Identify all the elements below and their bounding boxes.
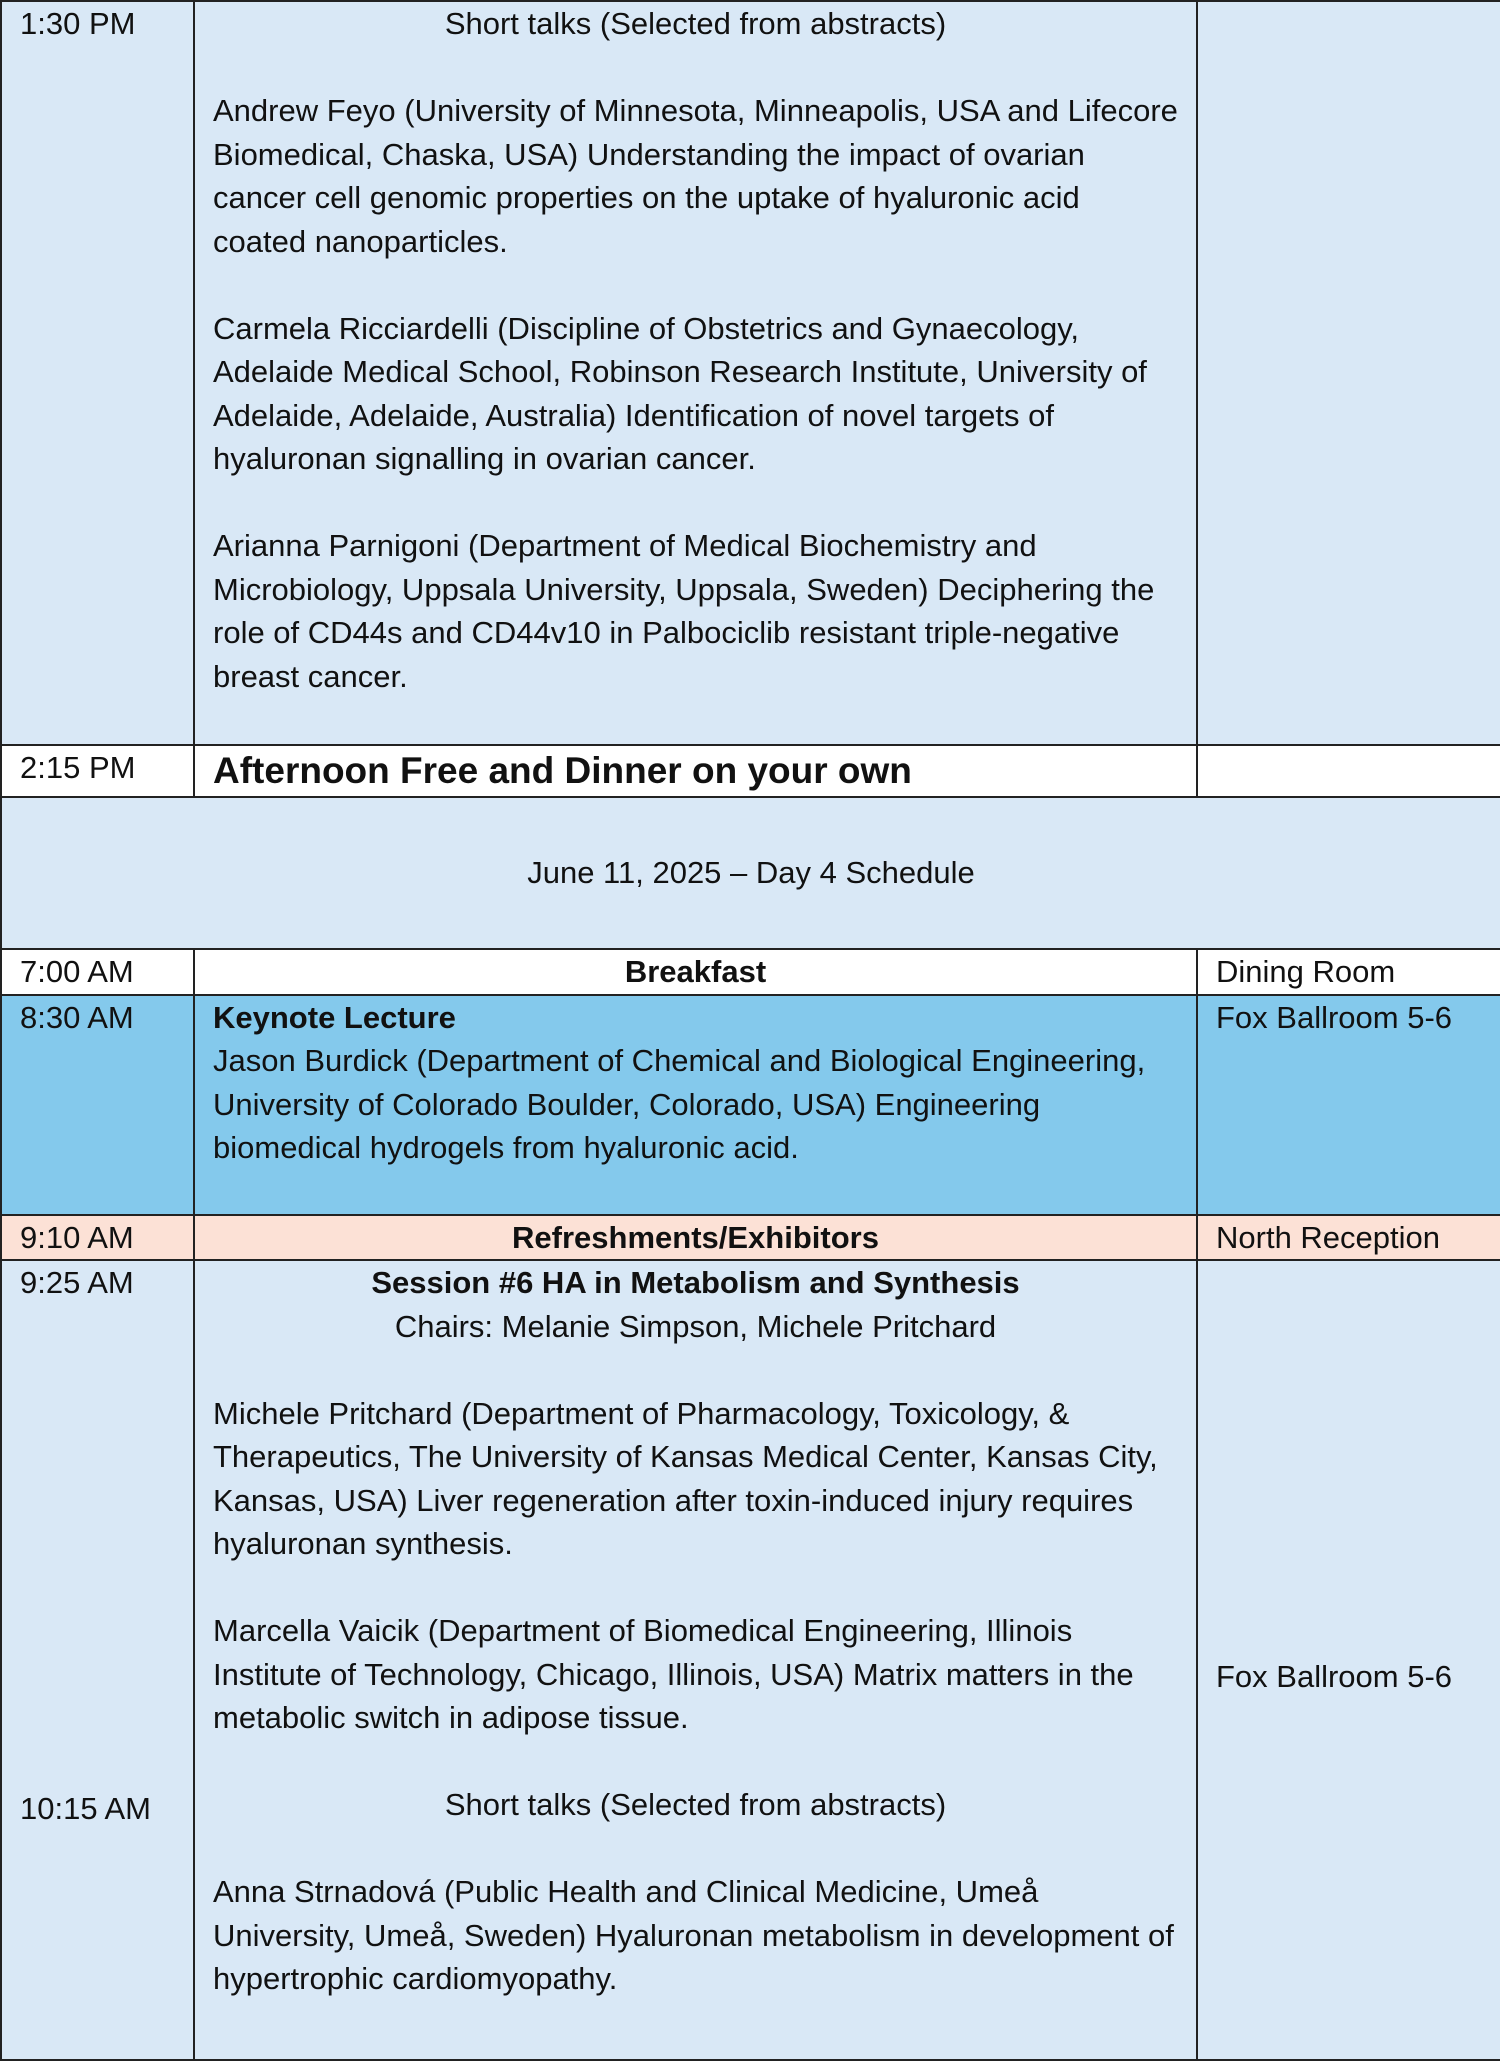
section-heading: Short talks (Selected from abstracts) bbox=[444, 6, 947, 41]
session-location: Fox Ballroom 5-6 bbox=[1216, 1659, 1453, 1694]
time-cell: 8:30 AM bbox=[1, 995, 194, 1215]
day-header: June 11, 2025 – Day 4 Schedule bbox=[1, 797, 1500, 949]
schedule-row-afternoon-free bbox=[1, 745, 1500, 797]
time-cell: 7:00 AM bbox=[1, 949, 194, 995]
location-cell bbox=[1197, 745, 1500, 797]
location-cell bbox=[1197, 1, 1500, 745]
event-title: Keynote Lecture bbox=[213, 999, 456, 1035]
time-cell: 9:10 AM bbox=[1, 1215, 194, 1261]
program-cell bbox=[194, 995, 1197, 1215]
time-cell: 2:15 PM bbox=[1, 745, 194, 797]
talk-item: Andrew Feyo (University of Minnesota, Minneapolis, USA and Lifecore Biomedical, Chaska, USA) Understanding the impact of ovarian cancer cell genomic properties on the uptake of hyaluronic acid coated nanoparticles. bbox=[213, 93, 1178, 259]
program-cell bbox=[194, 1260, 1197, 2060]
section-heading: Short talks (Selected from abstracts) bbox=[444, 1787, 947, 1822]
session-chairs: Chairs: Melanie Simpson, Michele Pritchard bbox=[394, 1308, 997, 1344]
schedule-row-session-6 bbox=[1, 1260, 1500, 2060]
talk-item: Arianna Parnigoni (Department of Medical Biochemistry and Microbiology, Uppsala University, Uppsala, Sweden) Deciphering the role of CD44s and CD44v10 in Palbociclib resistant triple-negative breast cancer. bbox=[213, 528, 1155, 694]
day-header-row bbox=[1, 797, 1500, 949]
short-talks-time: 10:15 AM bbox=[20, 1790, 151, 1826]
talk-item: Marcella Vaicik (Department of Biomedical Engineering, Illinois Institute of Technology, Chicago, Illinois, USA) Matrix matters in the metabolic switch in adipose tissue. bbox=[213, 1613, 1134, 1735]
event-title: Refreshments/Exhibitors bbox=[194, 1215, 1197, 1261]
talk-item: Anna Strnadová (Public Health and Clinical Medicine, Umeå University, Umeå, Sweden) Hyaluronan metabolism in development of hypertrophic cardiomyopathy. bbox=[213, 1874, 1174, 1996]
schedule-row-short-talks-1 bbox=[1, 1, 1500, 745]
time-cell bbox=[1, 1260, 194, 2060]
talk-item: Carmela Ricciardelli (Discipline of Obstetrics and Gynaecology, Adelaide Medical School, Robinson Research Institute, University of Adelaide, Adelaide, Australia) Identification of novel targets of hyaluronan signalling in ovarian cancer. bbox=[213, 310, 1147, 476]
time-cell: 1:30 PM bbox=[1, 1, 194, 745]
program-cell bbox=[194, 1, 1197, 745]
location-cell bbox=[1197, 1260, 1500, 2060]
schedule-row-keynote bbox=[1, 995, 1500, 1215]
session-start-time: 9:25 AM bbox=[20, 1265, 134, 1300]
schedule-row-refreshments bbox=[1, 1215, 1500, 1261]
program-cell bbox=[194, 745, 1197, 797]
talk-item: Jason Burdick (Department of Chemical and Biological Engineering, University of Colorado Boulder, Colorado, USA) Engineering biomedical hydrogels from hyaluronic acid. bbox=[213, 1043, 1146, 1165]
event-title: Breakfast bbox=[194, 949, 1197, 995]
event-title: Afternoon Free and Dinner on your own bbox=[213, 750, 912, 791]
schedule-row-breakfast bbox=[1, 949, 1500, 995]
location-cell: North Reception bbox=[1197, 1215, 1500, 1261]
location-cell: Dining Room bbox=[1197, 949, 1500, 995]
talk-item: Michele Pritchard (Department of Pharmacology, Toxicology, & Therapeutics, The University of Kansas Medical Center, Kansas City, Kansas, USA) Liver regeneration after toxin-induced injury requires hyaluronan synthesis. bbox=[213, 1395, 1158, 1561]
location-cell: Fox Ballroom 5-6 bbox=[1197, 995, 1500, 1215]
session-title: Session #6 HA in Metabolism and Synthesis bbox=[371, 1265, 1020, 1300]
